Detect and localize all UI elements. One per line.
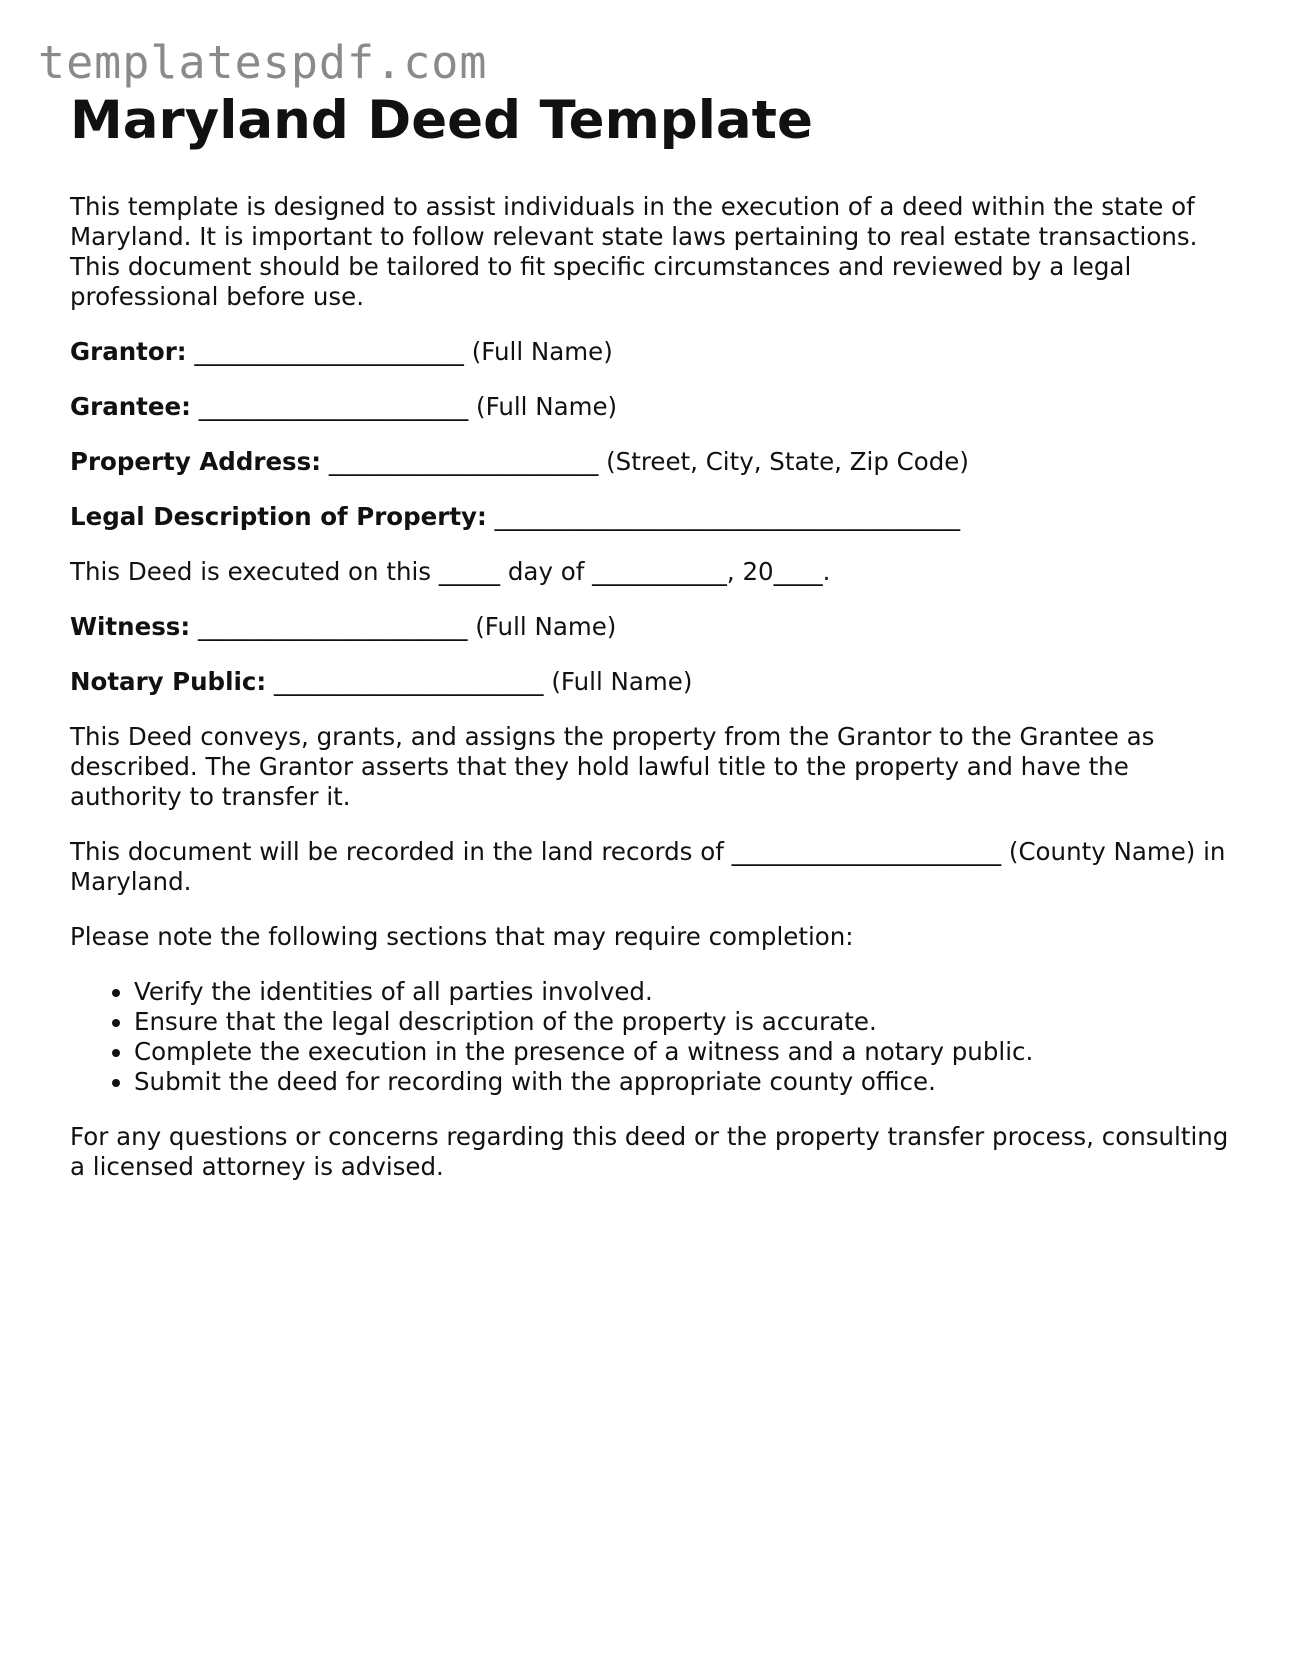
notary-hint: (Full Name) xyxy=(551,667,693,696)
closing-paragraph: For any questions or concerns regarding this deed or the property transfer process, consulting a licensed attorney is advised. xyxy=(70,1122,1229,1181)
property-address-hint: (Street, City, State, Zip Code) xyxy=(606,447,969,476)
property-address-label: Property Address: xyxy=(70,447,322,476)
checklist-item: • Submit the deed for recording with the appropriate county office. xyxy=(134,1067,1230,1097)
witness-hint: (Full Name) xyxy=(475,612,617,641)
grantee-label: Grantee: xyxy=(70,392,191,421)
executed-line: This Deed is executed on this _____ day of ___________, 20____. xyxy=(70,557,831,586)
notary-blank: ______________________ xyxy=(274,667,544,696)
watermark: templatespdf.com xyxy=(38,36,488,89)
checklist-item: • Verify the identities of all parties involved. xyxy=(134,977,1230,1007)
witness-label: Witness: xyxy=(70,612,191,641)
grantor-hint: (Full Name) xyxy=(471,337,613,366)
grantee-hint: (Full Name) xyxy=(476,392,618,421)
recording-paragraph: This document will be recorded in the land records of ______________________ (County Name) in Maryland. xyxy=(70,837,1226,896)
document-page xyxy=(70,88,1230,1182)
property-address-blank: ______________________ xyxy=(328,447,599,476)
legal-description-label: Legal Description of Property: xyxy=(70,502,487,531)
notary-label: Notary Public: xyxy=(70,667,267,696)
legal-description-field xyxy=(70,502,1230,532)
checklist-item: • Ensure that the legal description of the property is accurate. xyxy=(134,1007,1230,1037)
checklist xyxy=(70,977,1230,1097)
page-title: Maryland Deed Template xyxy=(70,90,813,151)
witness-field xyxy=(70,612,1230,642)
grantor-blank: ______________________ xyxy=(194,337,464,366)
note-intro: Please note the following sections that may require completion: xyxy=(70,922,854,951)
legal-description-blank: ______________________________________ xyxy=(494,502,961,531)
grantor-field xyxy=(70,337,1230,367)
conveyance-paragraph: This Deed conveys, grants, and assigns the property from the Grantor to the Grantee as described. The Grantor asserts that they hold lawful title to the property and have the authority to transfer it. xyxy=(70,722,1155,811)
grantee-blank: ______________________ xyxy=(198,392,469,421)
witness-blank: ______________________ xyxy=(197,612,468,641)
grantor-label: Grantor: xyxy=(70,337,187,366)
notary-field xyxy=(70,667,1230,697)
intro-paragraph: This template is designed to assist individuals in the execution of a deed within the state of Maryland. It is important to follow relevant state laws pertaining to real estate transactions. This document should be tailored to fit specific circumstances and reviewed by a legal professional before use. xyxy=(70,192,1198,311)
checklist-item: • Complete the execution in the presence of a witness and a notary public. xyxy=(134,1037,1230,1067)
property-address-field xyxy=(70,447,1230,477)
grantee-field xyxy=(70,392,1230,422)
